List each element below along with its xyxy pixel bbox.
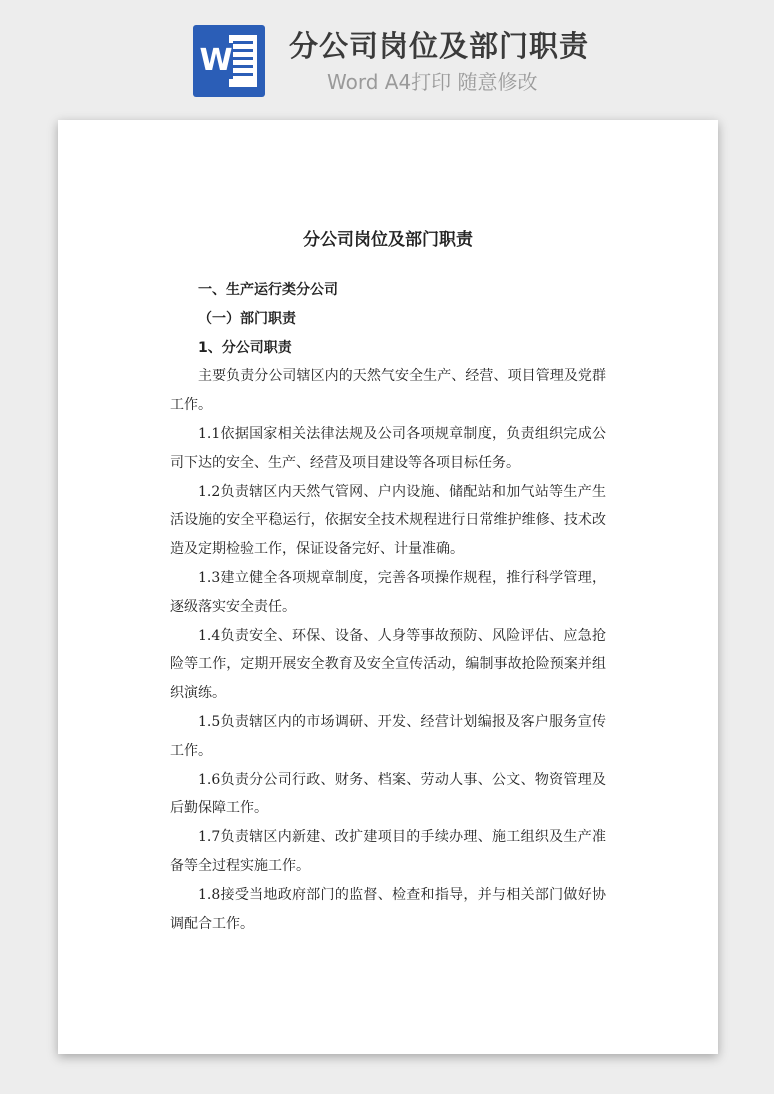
document-body — [170, 276, 606, 938]
doc-line — [233, 41, 253, 44]
word-logo-letter: W — [199, 43, 233, 78]
intro-paragraph: 主要负责分公司辖区内的天然气安全生产、经营、项目管理及党群工作。 — [170, 368, 606, 414]
doc-line — [233, 57, 253, 60]
item-heading: 1、分公司职责 — [198, 339, 292, 356]
doc-line — [233, 65, 253, 68]
document-title: 分公司岗位及部门职责 — [303, 230, 473, 250]
word-logo-icon — [193, 25, 265, 97]
doc-line — [233, 49, 253, 52]
subsection-heading: （一）部门职责 — [198, 310, 296, 327]
header-title: 分公司岗位及部门职责 — [289, 29, 590, 63]
clause-paragraph: 1.4负责安全、环保、设备、人身等事故预防、风险评估、应急抢险等工作，定期开展安全教育及安全宣传活动，编制事故抢险预案并组织演练。 — [170, 627, 606, 702]
clause-paragraph: 1.3建立健全各项规章制度，完善各项操作规程，推行科学管理，逐级落实安全责任。 — [170, 569, 606, 615]
header-banner — [0, 0, 774, 118]
document-page — [58, 120, 718, 1054]
clause-paragraph: 1.5负责辖区内的市场调研、开发、经营计划编报及客户服务宣传工作。 — [170, 713, 606, 759]
doc-line — [233, 73, 253, 76]
clause-paragraph: 1.1依据国家相关法律法规及公司各项规章制度，负责组织完成公司下达的安全、生产、经营及项目建设等各项目标任务。 — [170, 425, 606, 471]
clause-paragraph: 1.2负责辖区内天然气管网、户内设施、储配站和加气站等生产生活设施的安全平稳运行，依据安全技术规程进行日常维护维修、技术改造及定期检验工作，保证设备完好、计量准确。 — [170, 483, 606, 558]
clause-paragraph: 1.8接受当地政府部门的监督、检查和指导，并与相关部门做好协调配合工作。 — [170, 886, 606, 932]
clause-paragraph: 1.7负责辖区内新建、改扩建项目的手续办理、施工组织及生产准备等全过程实施工作。 — [170, 829, 606, 874]
header-subtitle: Word A4打印 随意修改 — [327, 70, 538, 94]
section-heading: 一、生产运行类分公司 — [198, 282, 338, 298]
clause-paragraph: 1.6负责分公司行政、财务、档案、劳动人事、公文、物资管理及后勤保障工作。 — [170, 771, 606, 817]
